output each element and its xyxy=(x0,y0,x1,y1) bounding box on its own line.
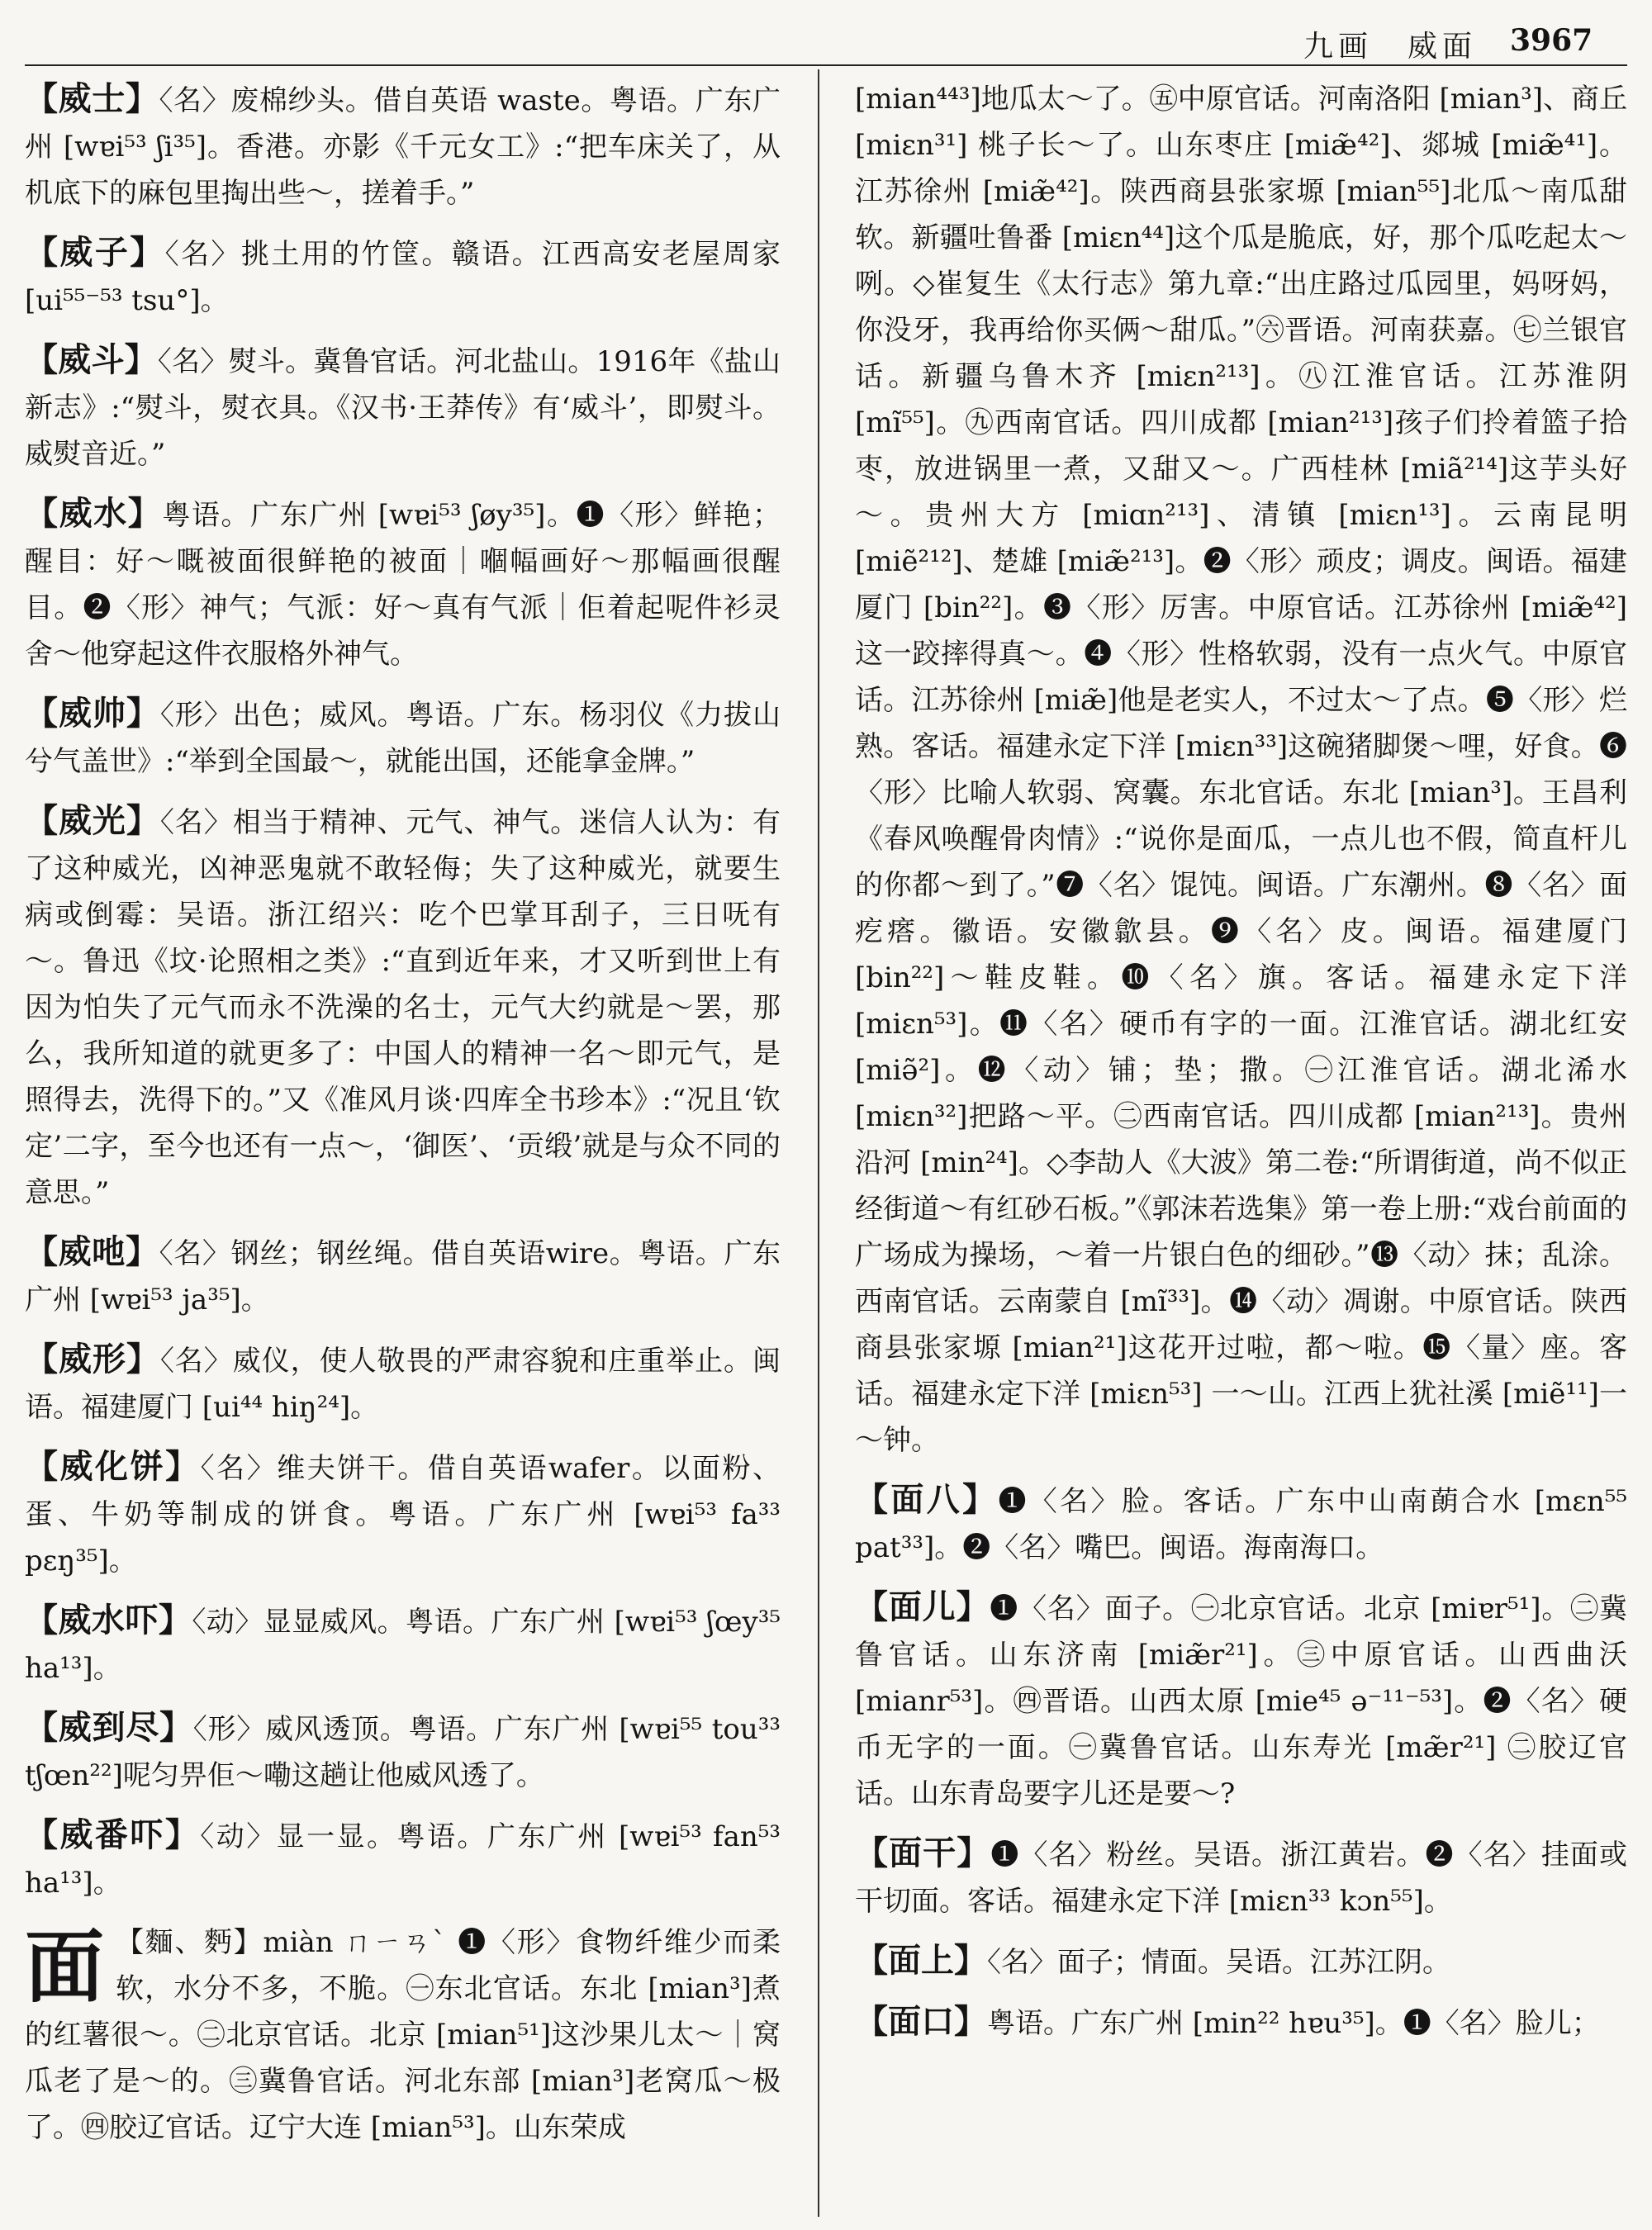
definition: 〈动〉显一显。粤语。广东广州 [wɐi⁵³ fan⁵³ ha¹³]。 xyxy=(25,1820,781,1900)
column-divider xyxy=(818,69,819,2217)
dictionary-entry xyxy=(25,798,781,1216)
main-entry xyxy=(25,1919,781,2151)
definition: 〈动〉显显威风。粤语。广东广州 [wɐi⁵³ ʃœy³⁵ ha¹³]。 xyxy=(25,1606,781,1685)
headword: 【威吔】 xyxy=(25,1232,159,1271)
headword: 【面上】 xyxy=(855,1941,987,1980)
headword: 【威到尽】 xyxy=(25,1708,193,1747)
dictionary-entry xyxy=(25,1229,781,1323)
definition: ❶〈名〉粉丝。吴语。浙江黄岩。❷〈名〉挂面或干切面。客话。福建永定下洋 [miɛn³³ kɔn⁵⁵]。 xyxy=(855,1839,1627,1918)
dictionary-entry xyxy=(855,1477,1627,1571)
headword: 【面儿】 xyxy=(855,1587,990,1626)
main-headword: 面 xyxy=(25,1920,104,2014)
headword: 【威化饼】 xyxy=(25,1447,201,1486)
headword: 【威斗】 xyxy=(25,340,158,379)
dictionary-entry xyxy=(855,1938,1627,1986)
dictionary-entry xyxy=(25,337,781,477)
header-rule xyxy=(25,64,1627,66)
definition: 〈名〉维夫饼干。借自英语wafer。以面粉、蛋、牛奶等制成的饼食。粤语。广东广州 [wɐi⁵³ fa³³ pɛŋ³⁵]。 xyxy=(25,1452,781,1578)
dictionary-entry xyxy=(855,1830,1627,1924)
dictionary-entry xyxy=(25,1336,781,1431)
definition: ❶〈名〉面子。㊀北京官话。北京 [miɐr⁵¹]。㊁冀鲁官话。山东济南 [miæ̃r²¹]。㊂中原官话。山西曲沃 [mianr⁵³]。㊃晋语。山西太原 [mie⁴⁵ ə⁻¹¹⁻⁵³]。❷〈名〉硬币无字的一面。㊀冀鲁官话。山东寿光 [mæ̃r²¹] ㊁胶辽官话。山东青岛要字儿还是要～? xyxy=(855,1592,1627,1810)
page-header xyxy=(0,0,1652,64)
dictionary-entry xyxy=(25,230,781,324)
definition: 〈名〉熨斗。冀鲁官话。河北盐山。1916年《盐山新志》:“熨斗，熨衣具。《汉书·王莽传》有‘威斗’，即熨斗。威熨音近。” xyxy=(25,345,781,471)
definition: 〈名〉钢丝；钢丝绳。借自英语wire。粤语。广东广州 [wɐi⁵³ ja³⁵]。 xyxy=(25,1237,781,1317)
left-column xyxy=(25,76,781,2215)
definition: 〈形〉出色；威风。粤语。广东。杨羽仪《力拔山兮气盖世》:“举到全国最～，就能出国，还能拿金牌。” xyxy=(25,699,781,778)
dictionary-entry xyxy=(25,491,781,677)
main-definition: 【麵、麪】miàn ㄇㄧㄢˋ ❶〈形〉食物纤维少而柔软，水分不多，不脆。㊀东北官话。东北 [mian³]煮的红薯很～。㊁北京官话。北京 [mian⁵¹]这沙果儿太～｜窝瓜老了是～的。㊂冀鲁官话。河北东部 [mian³]老窝瓜～极了。㊃胶辽官话。辽宁大连 [mian⁵³]。山东荣成 xyxy=(25,1926,781,2144)
page-number: 3967 xyxy=(1510,23,1593,58)
dictionary-entry xyxy=(25,1812,781,1906)
definition: ❶〈名〉脸。客话。广东中山南蓢合水 [mɛn⁵⁵ pat³³]。❷〈名〉嘴巴。闽语。海南海口。 xyxy=(855,1485,1627,1564)
definition: 〈名〉面子；情面。吴语。江苏江阴。 xyxy=(987,1946,1450,1979)
headword: 【面干】 xyxy=(855,1834,991,1872)
dictionary-entry xyxy=(25,690,781,785)
definition: 〈名〉威仪，使人敬畏的严肃容貌和庄重举止。闽语。福建厦门 [ui⁴⁴ hiŋ²⁴]。 xyxy=(25,1345,781,1424)
definition: 〈名〉挑土用的竹筐。赣语。江西高安老屋周家 [ui⁵⁵⁻⁵³ tsu°]。 xyxy=(25,238,781,317)
continued-definition xyxy=(855,76,1627,1464)
headword: 【威光】 xyxy=(25,801,160,840)
definition: 粤语。广东广州 [wɐi⁵³ ʃøy³⁵]。❶〈形〉鲜艳；醒目：好～嘅被面很鲜艳的被面｜嗰幅画好～那幅画很醒目。❷〈形〉神气；气派：好～真有气派｜佢着起呢件衫灵舍～他穿起这件衣服格外神气。 xyxy=(25,499,781,671)
definition: 〈形〉威风透顶。粤语。广东广州 [wɐi⁵⁵ tou³³ tʃœn²²]呢匀畀佢～嘞这趟让他威风透了。 xyxy=(25,1713,781,1792)
headword: 【威帅】 xyxy=(25,694,160,733)
dictionary-entry xyxy=(25,1597,781,1691)
dictionary-entry xyxy=(25,1444,781,1584)
headword: 【威番吓】 xyxy=(25,1815,201,1854)
definition: 〈名〉相当于精神、元气、神气。迷信人认为：有了这种威光，凶神恶鬼就不敢轻侮；失了这种威光，就要生病或倒霉：吴语。浙江绍兴：吃个巴掌耳刮子，三日呒有～。鲁迅《坟·论照相之类》:“直到近年来，才又听到世上有因为怕失了元气而永不洗澡的名士，元气大约就是～罢，那么，我所知道的就更多了：中国人的精神一名～即元气，是照得去，洗得下的。”又《准风月谈·四库全书珍本》:“况且‘钦定’二字，至今也还有一点～，‘御医’、‘贡缎’就是与众不同的意思。” xyxy=(25,806,781,1209)
headword: 【面口】 xyxy=(855,2002,987,2041)
headword: 【威形】 xyxy=(25,1340,160,1378)
running-title: 九画 威面 xyxy=(1303,30,1478,64)
dictionary-entry xyxy=(855,1584,1627,1817)
definition: 〈名〉废棉纱头。借自英语 waste。粤语。广东广州 [wɐi⁵³ ʃi³⁵]。香港。亦影《千元女工》:“把车床关了，从机底下的麻包里掏出些～，搓着手。” xyxy=(25,84,781,210)
dictionary-entry xyxy=(25,1705,781,1799)
headword: 【威水】 xyxy=(25,494,163,533)
definition: 粤语。广东广州 [min²² hɐu³⁵]。❶〈名〉脸儿； xyxy=(987,2007,1600,2040)
headword: 【面八】 xyxy=(855,1480,999,1519)
headword: 【威士】 xyxy=(25,79,159,118)
right-column xyxy=(855,76,1627,2215)
dictionary-entry xyxy=(855,1999,1627,2047)
headword: 【威水吓】 xyxy=(25,1601,192,1639)
definition: [mian⁴⁴³]地瓜太～了。㊄中原官话。河南洛阳 [mian³]、商丘 [miɛn³¹] 桃子长～了。山东枣庄 [miæ̃⁴²]、郯城 [miæ̃⁴¹]。江苏徐州 [miæ̃⁴²]。陕西商县张家塬 [mian⁵⁵]北瓜～南瓜甜软。新疆吐鲁番 [miɛn⁴⁴]这个瓜是脆底，好，那个瓜吃起太～咧。◇崔复生《太行志》第九章:“出庄路过瓜园里，妈呀妈，你没牙，我再给你买俩～甜瓜。”㊅晋语。河南获嘉。㊆兰银官话。新疆乌鲁木齐 [miɛn²¹³]。㊇江淮官话。江苏淮阴 [mĩ⁵⁵]。㊈西南官话。四川成都 [mian²¹³]孩子们拎着篮子拾枣，放进锅里一煮，又甜又～。广西桂林 [miã²¹⁴]这芋头好～。贵州大方 [miɑn²¹³]、清镇 [miɛn¹³]。云南昆明 [miẽ²¹²]、楚雄 [miæ̃²¹³]。❷〈形〉顽皮；调皮。闽语。福建厦门 [bin²²]。❸〈形〉厉害。中原官话。江苏徐州 [miæ̃⁴²] 这一跤摔得真～。❹〈形〉性格软弱，没有一点火气。中原官话。江苏徐州 [miæ̃]他是老实人，不过太～了点。❺〈形〉烂熟。客话。福建永定下洋 [miɛn³³]这碗猪脚煲～哩，好食。❻〈形〉比喻人软弱、窝囊。东北官话。东北 [mian³]。王昌利《春风唤醒骨肉情》:“说你是面瓜，一点儿也不假，简直杆儿的你都～到了。”❼〈名〉馄饨。闽语。广东潮州。❽〈名〉面疙瘩。徽语。安徽歙县。❾〈名〉皮。闽语。福建厦门 [bin²²]～鞋皮鞋。❿〈名〉旗。客话。福建永定下洋 [miɛn⁵³]。⓫〈名〉硬币有字的一面。江淮官话。湖北红安 [miə̃²]。⓬〈动〉铺；垫；撒。㊀江淮官话。湖北浠水 [miɛn³²]把路～平。㊁西南官话。四川成都 [mian²¹³]。贵州沿河 [min²⁴]。◇李劼人《大波》第二卷:“所谓街道，尚不似正经街道～有红砂石板。”《郭沫若选集》第一卷上册:“戏台前面的广场成为操场，～着一片银白色的细砂。”⓭〈动〉抹；乱涂。西南官话。云南蒙自 [mĩ³³]。⓮〈动〉凋谢。中原官话。陕西商县张家塬 [mian²¹]这花开过啦，都～啦。⓯〈量〉座。客话。福建永定下洋 [miɛn⁵³] 一～山。江西上犹社溪 [miẽ¹¹]一～钟。 xyxy=(855,83,1627,1457)
dictionary-entry xyxy=(25,76,781,216)
headword: 【威子】 xyxy=(25,233,165,272)
